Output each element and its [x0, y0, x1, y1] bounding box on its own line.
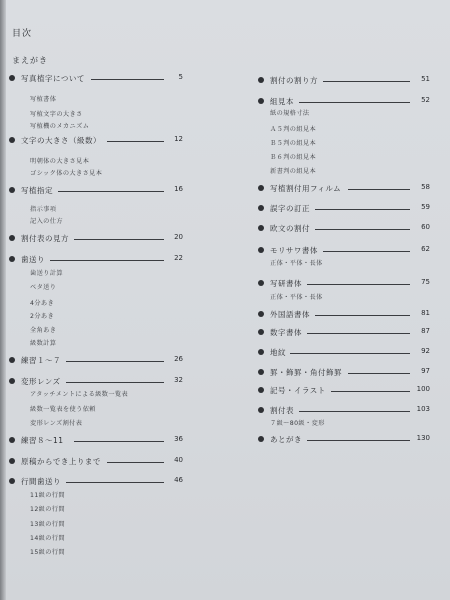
toc-page-number: 60 [421, 223, 430, 231]
toc-page-number: 5 [178, 73, 183, 81]
leader-line [107, 462, 164, 463]
leader-line [323, 81, 410, 82]
toc-subentry: 14級の行間 [30, 535, 66, 542]
toc-entry-title: 行間歯送り [21, 477, 61, 486]
toc-entry [258, 346, 430, 360]
leader-line [66, 361, 164, 362]
bullet-icon [9, 357, 15, 363]
toc-entry-title: 記号・イラスト [270, 386, 326, 395]
bullet-icon [258, 225, 264, 231]
toc-page-number: 59 [421, 203, 430, 211]
toc-subentry: 写植機のメカニズム [30, 123, 90, 130]
toc-entry [9, 455, 183, 469]
leader-line [66, 482, 164, 483]
bullet-icon [9, 187, 15, 193]
toc-entry [258, 74, 430, 88]
leader-line [58, 191, 164, 192]
toc-entry [258, 202, 430, 216]
toc-page-number: 58 [421, 183, 430, 191]
toc-page-number: 87 [421, 327, 430, 335]
toc-subentry: 2分あき [30, 313, 55, 320]
toc-subentry: 11級の行間 [30, 492, 66, 499]
leader-line [74, 441, 164, 442]
bullet-icon [258, 387, 264, 393]
toc-page-number: 12 [174, 135, 183, 143]
toc-entry-title: 変形レンズ [21, 377, 61, 386]
toc-entry-title: 原稿からでき上りまで [21, 457, 101, 466]
toc-page-number: 36 [174, 435, 183, 443]
toc-entry-title: 練習８～11 [21, 436, 64, 445]
toc-subentry: 12級の行間 [30, 506, 66, 513]
toc-entry [258, 277, 430, 291]
bullet-icon [258, 311, 264, 317]
toc-subentry: 記入の仕方 [30, 218, 63, 225]
leader-line [307, 440, 410, 441]
leader-line [348, 373, 410, 374]
toc-page-number: 81 [421, 309, 430, 317]
bullet-icon [258, 185, 264, 191]
toc-entry-title: 数字書体 [270, 328, 302, 337]
toc-subentry: 級数一覧表を使う依頼 [30, 406, 96, 413]
toc-page-number: 97 [421, 367, 430, 375]
leader-line [315, 229, 410, 230]
toc-subentry: 変形レンズ割付表 [30, 420, 83, 427]
toc-subentry: 全角あき [30, 327, 57, 334]
toc-subentry: アタッチメントによる級数一覧表 [30, 391, 129, 398]
toc-entry [258, 182, 430, 196]
toc-entry [9, 253, 183, 267]
toc-subentry: 指示事項 [30, 206, 57, 213]
leader-line [315, 315, 410, 316]
leader-line [315, 209, 410, 210]
toc-subentry: Ａ５判の組見本 [270, 126, 317, 133]
toc-subentry: Ｂ６判の組見本 [270, 154, 317, 161]
toc-entry-title: 外国語書体 [270, 310, 310, 319]
toc-subentry: 級数計算 [30, 340, 57, 347]
toc-page-number: 100 [416, 385, 430, 393]
toc-subentry: 写植文字の大きさ [30, 111, 83, 118]
toc-entry [258, 95, 430, 109]
toc-subentry: 明朝体の大きさ見本 [30, 158, 90, 165]
bullet-icon [258, 349, 264, 355]
toc-entry [9, 232, 183, 246]
toc-entry-title: モリサワ書体 [270, 246, 318, 255]
bullet-icon [258, 369, 264, 375]
toc-entry [9, 354, 183, 368]
toc-subentry: 正体・平体・長体 [270, 260, 323, 267]
toc-subentry: 正体・平体・長体 [270, 294, 323, 301]
bullet-icon [9, 378, 15, 384]
bullet-icon [9, 458, 15, 464]
toc-entry-title: 写真植字について [21, 74, 85, 83]
page-gutter-shadow [0, 0, 6, 600]
leader-line [307, 333, 410, 334]
toc-entry-title: 割付表の見方 [21, 234, 69, 243]
bullet-icon [9, 75, 15, 81]
leader-line [323, 251, 410, 252]
toc-subentry: 13級の行間 [30, 521, 66, 528]
toc-entry [258, 404, 430, 418]
leader-line [290, 353, 410, 354]
bullet-icon [258, 436, 264, 442]
toc-entry-title: 写植割付用フィルム [270, 184, 342, 193]
toc-page-number: 52 [421, 96, 430, 104]
toc-subentry: ベタ送り [30, 284, 57, 291]
toc-entry [258, 308, 430, 322]
leader-line [331, 391, 410, 392]
toc-entry-title: 誤字の訂正 [270, 204, 310, 213]
toc-entry [258, 384, 430, 398]
bullet-icon [9, 437, 15, 443]
toc-entry [258, 366, 430, 380]
toc-subentry: 紙の規格寸法 [270, 110, 310, 117]
bullet-icon [9, 478, 15, 484]
toc-entry-title: あとがき [270, 435, 302, 444]
leader-line [299, 102, 410, 103]
toc-entry-title: 罫・飾罫・角付飾罫 [270, 368, 342, 377]
bullet-icon [258, 77, 264, 83]
toc-page-number: 92 [421, 347, 430, 355]
bullet-icon [258, 247, 264, 253]
bullet-icon [258, 407, 264, 413]
leader-line [299, 411, 410, 412]
toc-entry [9, 72, 183, 86]
toc-title: 目次 [12, 29, 33, 39]
toc-subentry: Ｂ５判の組見本 [270, 140, 317, 147]
toc-entry-title: 写植指定 [21, 186, 53, 195]
toc-page-number: 62 [421, 245, 430, 253]
toc-entry-title: 欧文の割付 [270, 224, 310, 233]
toc-entry-title: 文字の大きさ（級数） [21, 136, 101, 145]
toc-page-number: 22 [174, 254, 183, 262]
toc-entry [9, 134, 183, 148]
toc-subentry: ゴシック体の大きさ見本 [30, 170, 103, 177]
toc-entry [258, 326, 430, 340]
bullet-icon [9, 235, 15, 241]
toc-entry [9, 375, 183, 389]
toc-page-number: 46 [174, 476, 183, 484]
toc-entry [258, 244, 430, 258]
toc-entry [258, 433, 430, 447]
toc-page-number: 32 [174, 376, 183, 384]
toc-entry-title: 割付の割り方 [270, 76, 318, 85]
toc-subentry: 新書判の組見本 [270, 168, 317, 175]
toc-entry-title: 地紋 [270, 348, 286, 357]
toc-subentry: 4分あき [30, 300, 55, 307]
bullet-icon [258, 329, 264, 335]
toc-page-number: 103 [416, 405, 430, 413]
preface-label: まえがき [12, 56, 48, 65]
leader-line [107, 141, 164, 142]
toc-page-number: 75 [421, 278, 430, 286]
toc-page-number: 40 [174, 456, 183, 464]
toc-entry-title: 組見本 [270, 97, 294, 106]
toc-entry [9, 434, 183, 448]
bullet-icon [9, 137, 15, 143]
toc-entry [258, 222, 430, 236]
bullet-icon [258, 98, 264, 104]
leader-line [50, 260, 164, 261]
toc-entry-title: 歯送り [21, 255, 45, 264]
leader-line [74, 239, 164, 240]
leader-line [348, 189, 410, 190]
toc-page-number: 51 [421, 75, 430, 83]
bullet-icon [258, 205, 264, 211]
toc-page-number: 16 [174, 185, 183, 193]
leader-line [91, 79, 164, 80]
toc-entry-title: 練習１～７ [21, 356, 61, 365]
toc-subentry: 写植書体 [30, 96, 57, 103]
leader-line [307, 284, 410, 285]
toc-subentry: ７級～80級・変形 [270, 420, 325, 427]
toc-entry [9, 475, 183, 489]
toc-entry-title: 割付表 [270, 406, 294, 415]
leader-line [66, 382, 164, 383]
toc-page-number: 26 [174, 355, 183, 363]
toc-entry [9, 184, 183, 198]
toc-subentry: 歯送り計算 [30, 270, 63, 277]
bullet-icon [9, 256, 15, 262]
toc-subentry: 15級の行間 [30, 549, 66, 556]
toc-entry-title: 写研書体 [270, 279, 302, 288]
toc-page-number: 130 [416, 434, 430, 442]
bullet-icon [258, 280, 264, 286]
toc-page-number: 20 [174, 233, 183, 241]
